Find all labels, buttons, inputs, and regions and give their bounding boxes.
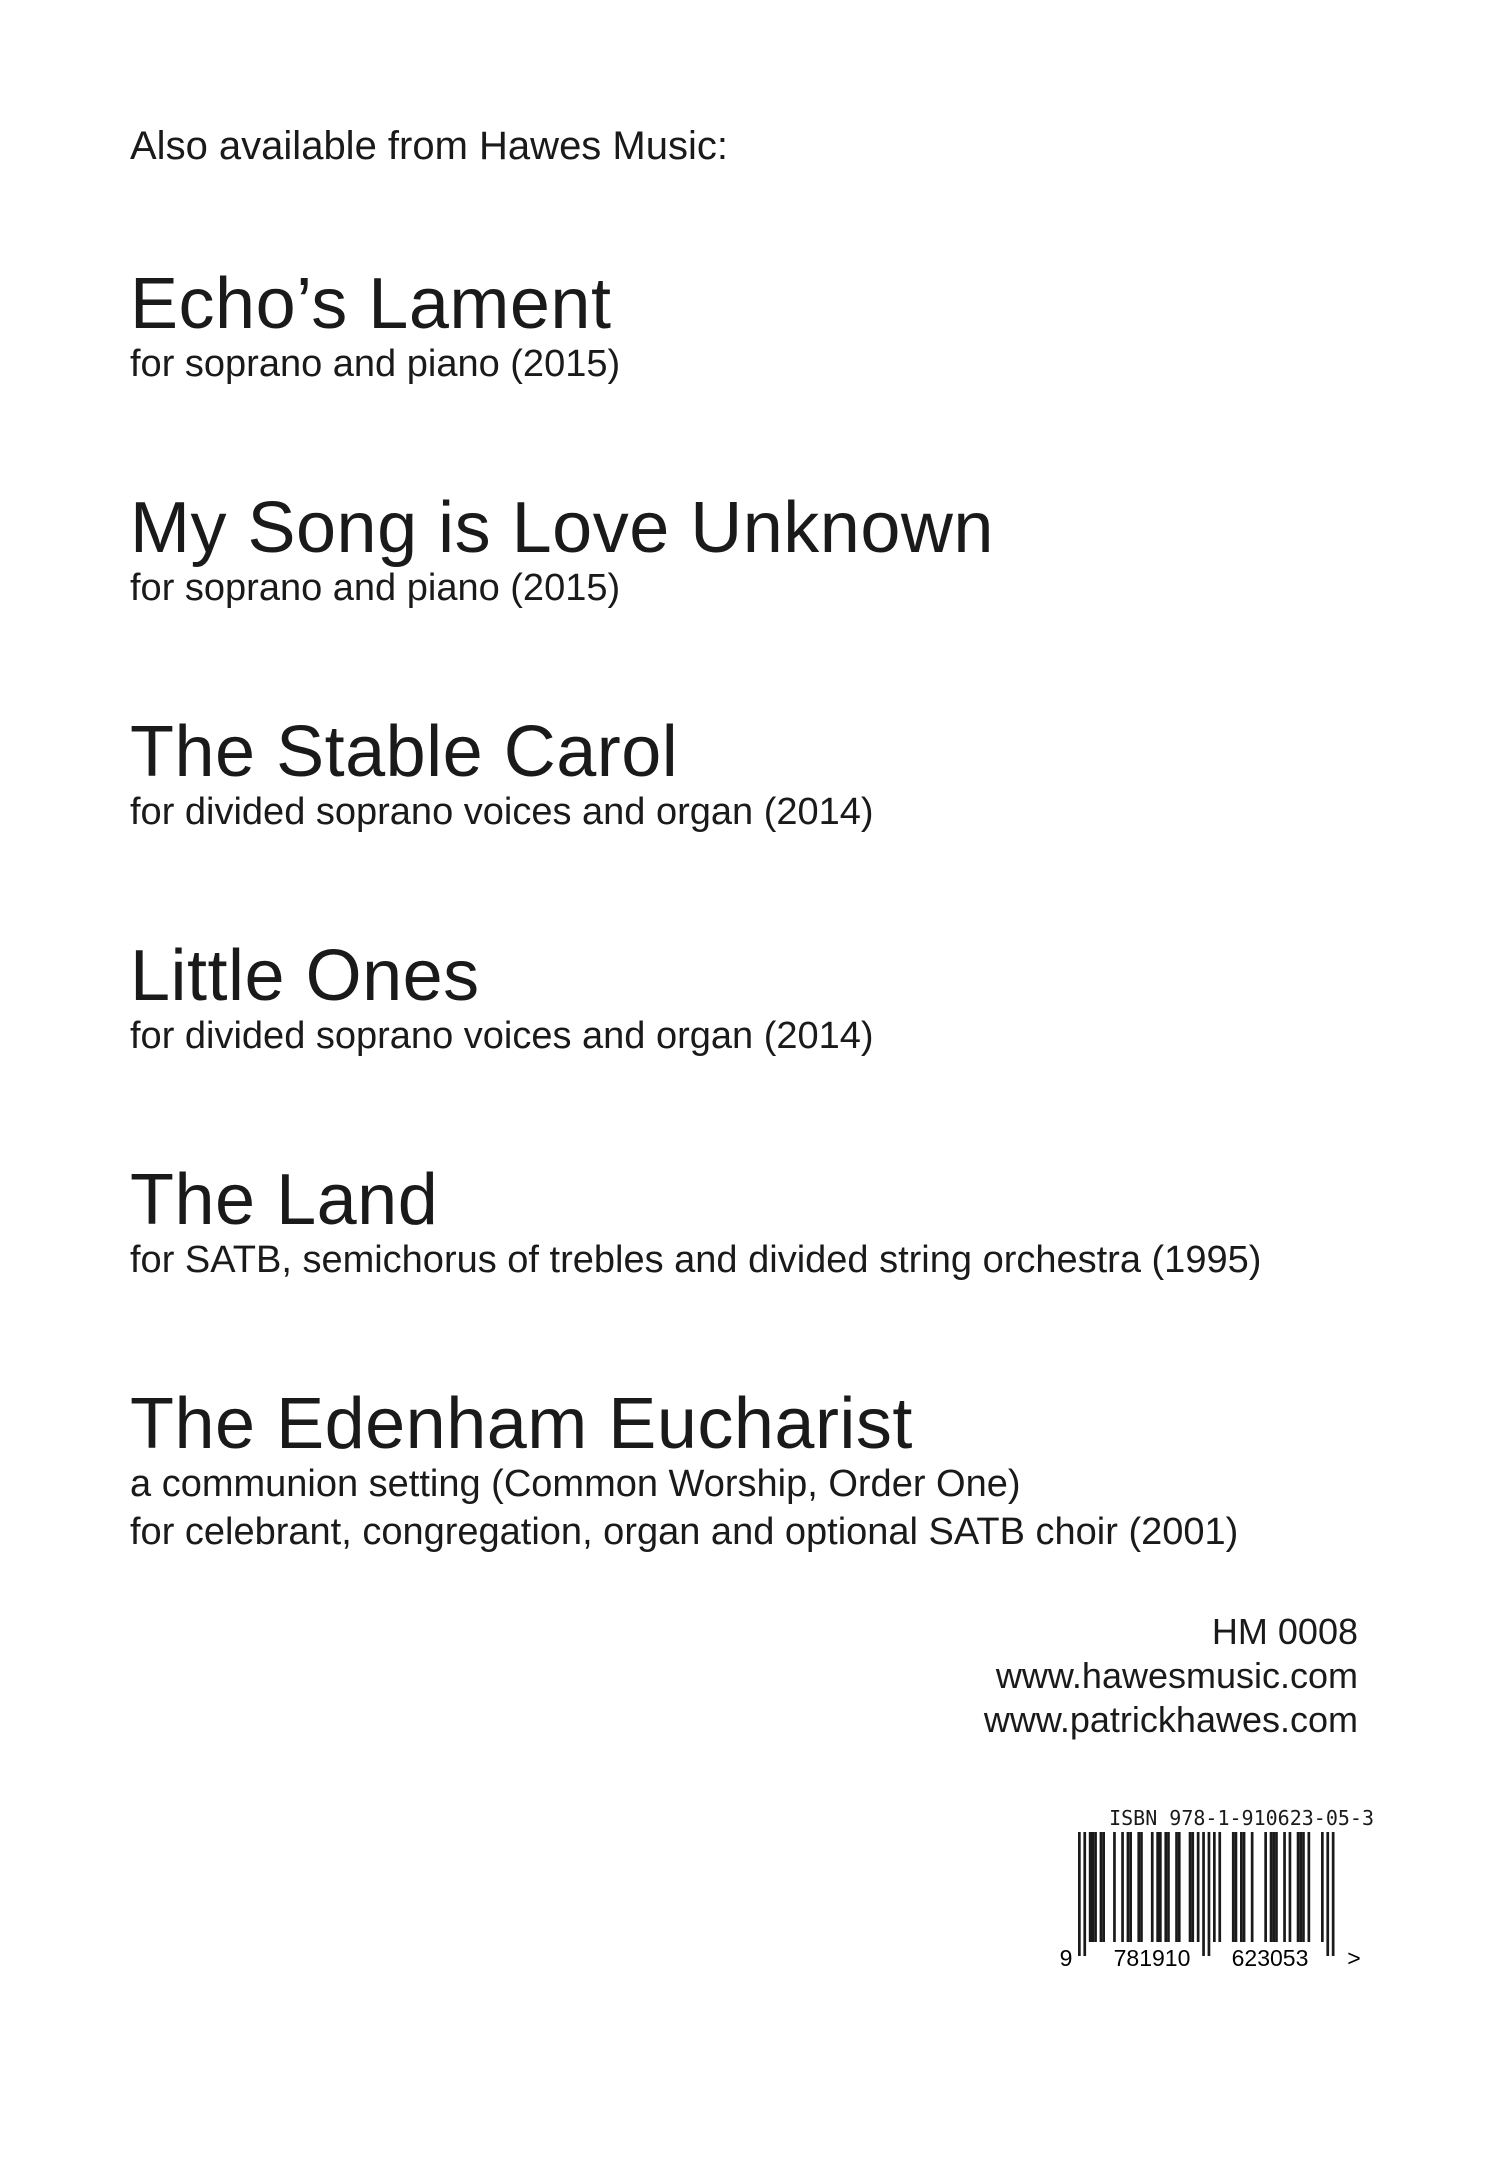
barcode-bar <box>1092 1832 1095 1942</box>
work-item-the-stable-carol <box>130 710 1370 836</box>
barcode-end-mark: > <box>1347 1945 1361 1971</box>
work-description: for celebrant, congregation, organ and optional SATB choir (2001) <box>130 1511 1239 1553</box>
work-description: for SATB, semichorus of trebles and divided string orchestra (1995) <box>130 1239 1262 1281</box>
barcode-left-digits: 781910 <box>1113 1945 1191 1971</box>
barcode-bar <box>1151 1832 1154 1942</box>
work-item-echos-lament <box>130 262 1370 388</box>
barcode-bar <box>1078 1832 1081 1956</box>
barcode-bar <box>1083 1832 1086 1956</box>
barcode-bar <box>1202 1832 1205 1956</box>
work-title: The Land <box>130 1160 439 1240</box>
barcode-right-digits: 623053 <box>1231 1945 1309 1971</box>
isbn-barcode <box>1054 1806 1374 1974</box>
barcode-bar <box>1178 1832 1181 1942</box>
barcode-bar <box>1213 1832 1216 1942</box>
barcode-bar <box>1167 1832 1170 1942</box>
barcode-graphic <box>1054 1832 1374 1974</box>
intro-text: Also available from Hawes Music: <box>130 124 728 168</box>
barcode-bar <box>1321 1832 1324 1942</box>
barcode-bar <box>1332 1832 1335 1956</box>
barcode-bar <box>1127 1832 1130 1942</box>
barcode-bars <box>1078 1832 1335 1956</box>
barcode-bar <box>1283 1832 1286 1942</box>
barcode-bar <box>1270 1832 1273 1942</box>
barcode-first-digit: 9 <box>1059 1945 1073 1971</box>
barcode-bar <box>1208 1832 1211 1956</box>
barcode-bar <box>1156 1832 1159 1942</box>
barcode-bar <box>1197 1832 1200 1942</box>
barcode-bar <box>1232 1832 1235 1942</box>
barcode-bar <box>1302 1832 1305 1942</box>
work-description: for soprano and piano (2015) <box>130 567 621 609</box>
work-description: for divided soprano voices and organ (2014) <box>130 1015 874 1057</box>
isbn-label: ISBN 978-1-910623-05-3 <box>1109 1806 1374 1830</box>
barcode-bar <box>1121 1832 1124 1942</box>
work-item-the-edenham-eucharist <box>130 1382 1370 1556</box>
barcode-bar <box>1326 1832 1329 1956</box>
barcode-bar <box>1159 1832 1162 1942</box>
work-title: The Stable Carol <box>130 712 679 792</box>
catalogue-number: HM 0008 <box>1211 1611 1358 1652</box>
barcode-bar <box>1102 1832 1105 1942</box>
barcode-bar <box>1218 1832 1221 1942</box>
barcode-bar <box>1243 1832 1246 1942</box>
work-title: The Edenham Eucharist <box>130 1384 913 1464</box>
barcode-bar <box>1272 1832 1275 1942</box>
work-title: Echo’s Lament <box>130 264 612 344</box>
barcode-bar <box>1299 1832 1302 1942</box>
barcode-bar <box>1289 1832 1292 1942</box>
barcode-bar <box>1137 1832 1140 1942</box>
barcode-bar <box>1251 1832 1254 1942</box>
website-link-patrickhawes[interactable]: www.patrickhawes.com <box>983 1699 1358 1740</box>
barcode-bar <box>1175 1832 1178 1942</box>
work-title: My Song is Love Unknown <box>130 488 994 568</box>
barcode-bar <box>1191 1832 1194 1942</box>
barcode-bar <box>1089 1832 1092 1942</box>
barcode-bar <box>1297 1832 1300 1942</box>
barcode-bar <box>1308 1832 1311 1942</box>
work-description: a communion setting (Common Worship, Order One) <box>130 1463 1021 1505</box>
work-description: for divided soprano voices and organ (2014) <box>130 791 874 833</box>
barcode-bar <box>1189 1832 1192 1942</box>
barcode-bar <box>1129 1832 1132 1942</box>
website-link-hawesmusic[interactable]: www.hawesmusic.com <box>995 1655 1358 1696</box>
barcode-bar <box>1240 1832 1243 1942</box>
barcode-bar <box>1140 1832 1143 1942</box>
work-item-the-land <box>130 1158 1370 1284</box>
barcode-bar <box>1264 1832 1267 1942</box>
work-item-my-song-is-love-unknown <box>130 486 1370 612</box>
barcode-bar <box>1094 1832 1097 1942</box>
barcode-bar <box>1235 1832 1238 1942</box>
barcode-bar <box>1275 1832 1278 1942</box>
barcode-bar <box>1113 1832 1116 1942</box>
publisher-info <box>984 1610 1358 1742</box>
work-title: Little Ones <box>130 936 480 1016</box>
barcode-bar <box>1100 1832 1103 1942</box>
work-description: for soprano and piano (2015) <box>130 343 621 385</box>
barcode-bar <box>1164 1832 1167 1942</box>
work-item-little-ones <box>130 934 1370 1060</box>
